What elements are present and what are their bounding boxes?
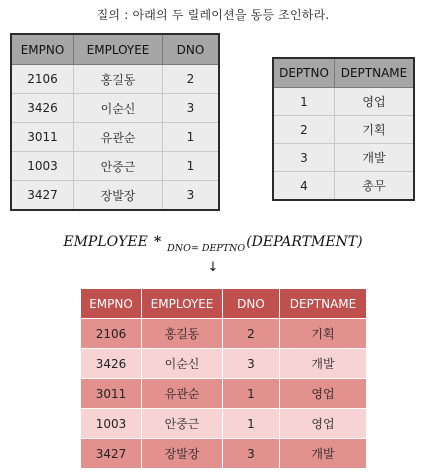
column-header: EMPLOYEE <box>142 289 223 319</box>
table-row <box>273 116 414 144</box>
table-cell: 3 <box>163 181 220 211</box>
table-header-row <box>81 289 367 319</box>
table-header-row <box>11 34 219 65</box>
table-cell: 3427 <box>81 439 142 469</box>
table-row <box>273 144 414 172</box>
down-arrow-icon: ↓ <box>207 260 219 275</box>
table-row <box>11 123 219 152</box>
table-cell: 3426 <box>11 94 74 123</box>
table-row <box>11 94 219 123</box>
table-cell: 1 <box>223 409 280 439</box>
column-header: EMPNO <box>11 34 74 65</box>
column-header: DEPTNAME <box>335 58 415 88</box>
join-operator: * <box>153 234 162 250</box>
table-row <box>81 349 367 379</box>
table-cell: 2 <box>223 319 280 349</box>
table-row <box>273 88 414 116</box>
table-cell: 영업 <box>280 379 367 409</box>
join-condition: DNO= DEPTNO <box>167 243 246 254</box>
table-cell: 영업 <box>280 409 367 439</box>
table-row <box>81 409 367 439</box>
table-row <box>11 181 219 211</box>
table-cell: 3011 <box>81 379 142 409</box>
table-cell: 4 <box>273 172 335 201</box>
table-cell: 1 <box>163 123 220 152</box>
table-cell: 홍길동 <box>142 319 223 349</box>
table-cell: 총무 <box>335 172 415 201</box>
table-cell: 개발 <box>335 144 415 172</box>
question-text: 질의 : 아래의 두 릴레이션을 동등 조인하라. <box>96 8 330 22</box>
table-cell: 1 <box>163 152 220 181</box>
table-cell: 홍길동 <box>74 65 163 94</box>
column-header: EMPNO <box>81 289 142 319</box>
column-header: DNO <box>163 34 220 65</box>
table-header-row <box>273 58 414 88</box>
department-table <box>272 57 415 201</box>
table-row <box>81 439 367 469</box>
result-table <box>80 288 367 469</box>
table-cell: 이순신 <box>74 94 163 123</box>
table-cell: 개발 <box>280 349 367 379</box>
table-cell: 3 <box>273 144 335 172</box>
table-cell: 기획 <box>280 319 367 349</box>
column-header: DEPTNO <box>273 58 335 88</box>
table-row <box>81 379 367 409</box>
table-cell: 2 <box>163 65 220 94</box>
table-cell: 3011 <box>11 123 74 152</box>
table-row <box>11 152 219 181</box>
table-cell: 이순신 <box>142 349 223 379</box>
table-cell: 기획 <box>335 116 415 144</box>
table-cell: 1 <box>273 88 335 116</box>
table-cell: 3 <box>163 94 220 123</box>
table-cell: 영업 <box>335 88 415 116</box>
table-cell: 개발 <box>280 439 367 469</box>
column-header: DNO <box>223 289 280 319</box>
expression-left-relation: EMPLOYEE <box>63 234 148 250</box>
join-expression <box>0 234 426 254</box>
table-cell: 2106 <box>11 65 74 94</box>
table-cell: 1 <box>223 379 280 409</box>
table-cell: 2 <box>273 116 335 144</box>
table-row <box>81 319 367 349</box>
table-cell: 유관순 <box>142 379 223 409</box>
table-cell: 안중근 <box>142 409 223 439</box>
employee-table <box>10 33 220 211</box>
table-cell: 3426 <box>81 349 142 379</box>
table-cell: 유관순 <box>74 123 163 152</box>
column-header: DEPTNAME <box>280 289 367 319</box>
table-cell: 3 <box>223 349 280 379</box>
table-row <box>273 172 414 201</box>
table-cell: 장발장 <box>74 181 163 211</box>
table-cell: 1003 <box>11 152 74 181</box>
expression-right-relation: (DEPARTMENT) <box>246 234 363 250</box>
table-row <box>11 65 219 94</box>
column-header: EMPLOYEE <box>74 34 163 65</box>
table-cell: 3 <box>223 439 280 469</box>
table-cell: 2106 <box>81 319 142 349</box>
table-cell: 1003 <box>81 409 142 439</box>
table-cell: 3427 <box>11 181 74 211</box>
table-cell: 안중근 <box>74 152 163 181</box>
table-cell: 장발장 <box>142 439 223 469</box>
